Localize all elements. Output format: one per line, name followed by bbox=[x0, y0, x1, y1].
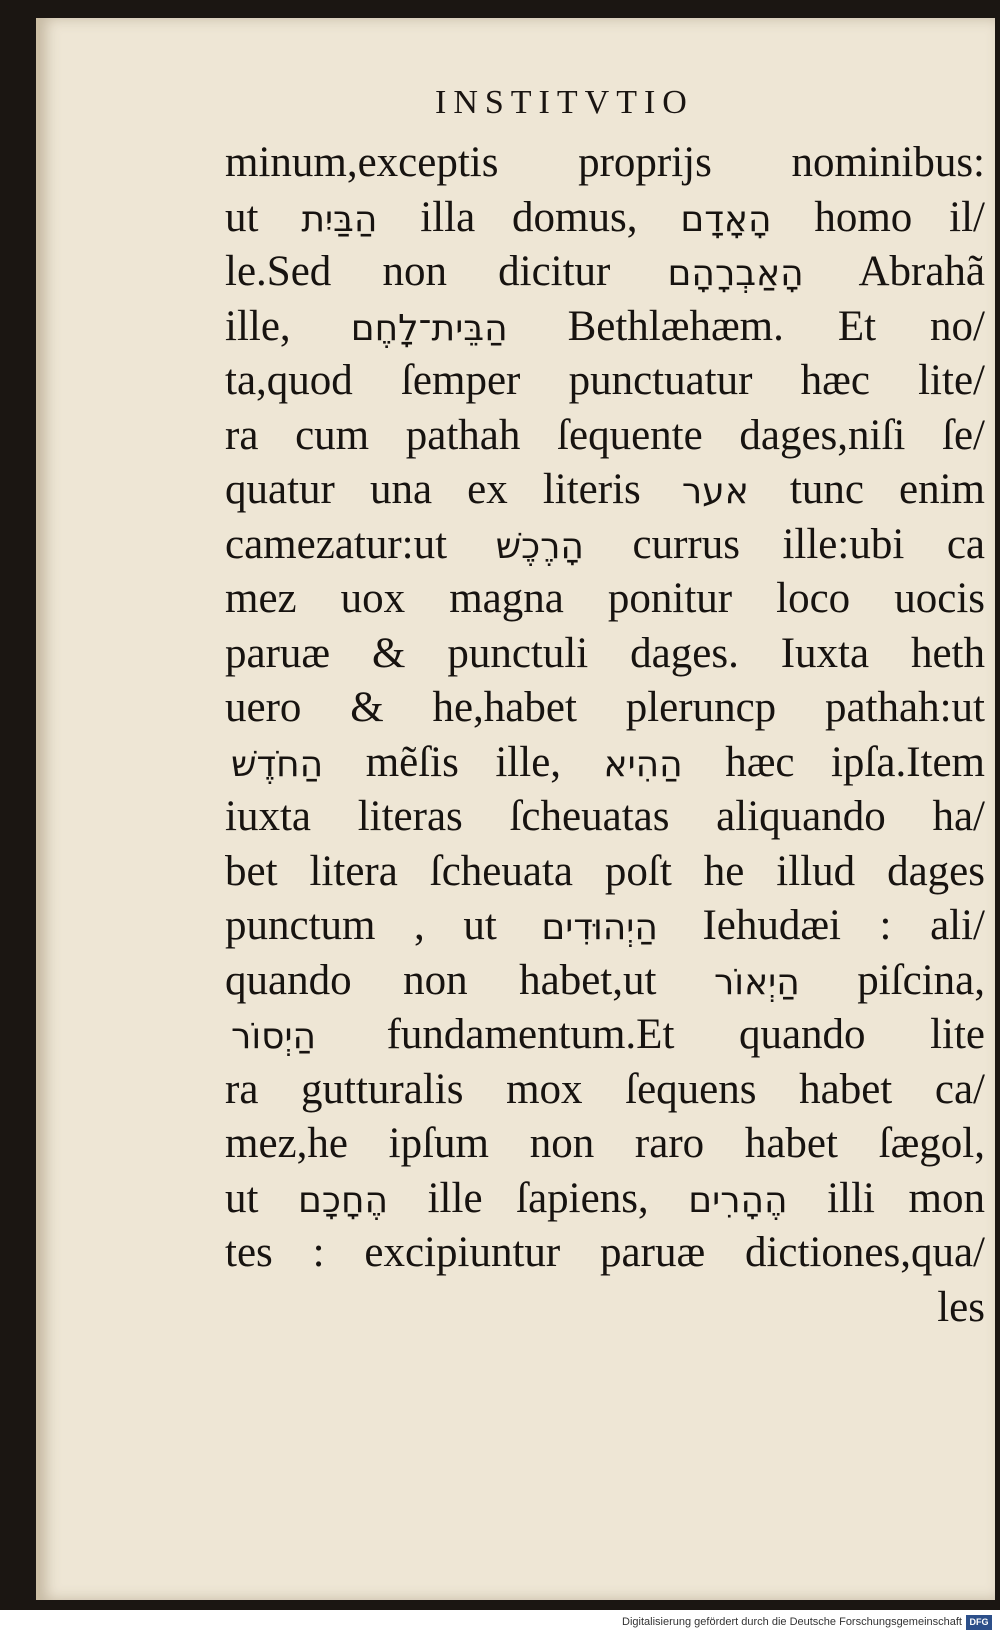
text-line bbox=[225, 1226, 985, 1281]
funding-notice: Digitalisierung gefördert durch die Deutsche Forschungsgemeinschaft bbox=[622, 1616, 962, 1628]
hebrew-word: הָרֶכֶשׁ bbox=[495, 525, 584, 567]
hebrew-word: הַבַּיִת bbox=[301, 198, 378, 240]
latin-text: uero & he,habet pleruncp pathah:ut bbox=[225, 684, 985, 731]
latin-text: ut bbox=[225, 1174, 293, 1222]
hebrew-word: הַיְסוֹר bbox=[231, 1016, 317, 1057]
latin-text: quando non habet,ut bbox=[225, 956, 708, 1004]
latin-text: ut bbox=[225, 193, 296, 241]
text-line bbox=[225, 845, 985, 900]
text-line bbox=[225, 191, 985, 246]
latin-text: punctum , ut bbox=[225, 902, 536, 949]
latin-text: ille ſapiens, bbox=[394, 1174, 683, 1222]
text-line bbox=[225, 518, 985, 573]
running-head: INSTITVTIO bbox=[435, 84, 694, 121]
text-line bbox=[225, 136, 985, 191]
text-line bbox=[225, 245, 985, 300]
latin-text: tunc enim bbox=[754, 466, 985, 513]
latin-text: hæc ipſa.Item bbox=[688, 738, 985, 786]
text-line bbox=[225, 300, 985, 355]
latin-text: paruæ & punctuli dages. Iuxta heth bbox=[225, 629, 985, 677]
latin-text: mẽſis ille, bbox=[329, 738, 598, 786]
book-page bbox=[36, 18, 995, 1600]
latin-text: illa domus, bbox=[383, 193, 675, 241]
hebrew-word: הַיְהוּדִים bbox=[541, 907, 658, 948]
hebrew-word: הָאָדָם bbox=[680, 198, 772, 240]
text-line bbox=[225, 1117, 985, 1172]
hebrew-word: הֶחָכָם bbox=[298, 1179, 389, 1221]
hebrew-word: הֶהָרִים bbox=[688, 1179, 788, 1221]
latin-text: illi mon bbox=[793, 1174, 985, 1222]
text-line bbox=[225, 1172, 985, 1227]
latin-text: mez uox magna ponitur loco uocis bbox=[225, 575, 985, 622]
latin-text: Iehudæi : ali/ bbox=[663, 902, 985, 949]
latin-text: ta,quod ſemper punctuatur hæc lite/ bbox=[225, 357, 985, 404]
hebrew-word: הַיְאוֹר bbox=[713, 961, 800, 1003]
latin-text: ille, bbox=[225, 302, 345, 350]
latin-text: Abrahã bbox=[809, 248, 985, 295]
text-line bbox=[225, 1008, 985, 1063]
hebrew-word: אער bbox=[681, 471, 749, 512]
body-text bbox=[225, 136, 985, 1335]
latin-text: iuxta literas ſcheuatas aliquando ha/ bbox=[225, 793, 985, 840]
hebrew-word: הָאַבְרָהָם bbox=[667, 253, 804, 294]
text-line bbox=[225, 354, 985, 409]
hebrew-word: הַהִיא bbox=[603, 743, 683, 785]
hebrew-word: הַחֹדֶשׁ bbox=[231, 743, 324, 785]
text-line bbox=[225, 899, 985, 954]
latin-text: piſcina, bbox=[805, 956, 985, 1004]
latin-text: homo il/ bbox=[777, 193, 985, 241]
text-line bbox=[225, 954, 985, 1009]
text-line bbox=[225, 790, 985, 845]
latin-text: ra gutturalis mox ſequens habet ca/ bbox=[225, 1065, 985, 1113]
text-line bbox=[225, 463, 985, 518]
text-line bbox=[225, 409, 985, 464]
latin-text: Bethlæhæm. Et no/ bbox=[513, 302, 985, 350]
text-line bbox=[225, 1063, 985, 1118]
latin-text: minum,exceptis proprijs nominibus: bbox=[225, 139, 985, 186]
text-line bbox=[225, 681, 985, 736]
latin-text: mez,he ipſum non raro habet ſægol, bbox=[225, 1120, 985, 1167]
text-line bbox=[225, 1281, 985, 1336]
latin-text: fundamentum.Et quando lite bbox=[322, 1011, 985, 1058]
text-line bbox=[225, 572, 985, 627]
latin-text: quatur una ex literis bbox=[225, 466, 676, 513]
latin-text: ra cum pathah ſequente dages,niſi ſe/ bbox=[225, 411, 985, 459]
latin-text: les bbox=[937, 1283, 985, 1331]
latin-text: bet litera ſcheuata poſt he illud dages bbox=[225, 847, 985, 895]
text-line bbox=[225, 736, 985, 791]
footer bbox=[0, 1610, 1000, 1638]
latin-text: le.Sed non dicitur bbox=[225, 248, 662, 295]
dfg-logo: DFG bbox=[966, 1615, 992, 1630]
latin-text: tes : excipiuntur paruæ dictiones,qua/ bbox=[225, 1229, 985, 1276]
text-line bbox=[225, 627, 985, 682]
hebrew-word: הַבֵּית־לָחֶם bbox=[350, 307, 508, 349]
latin-text: currus ille:ubi ca bbox=[589, 520, 985, 568]
latin-text: camezatur:ut bbox=[225, 520, 490, 568]
